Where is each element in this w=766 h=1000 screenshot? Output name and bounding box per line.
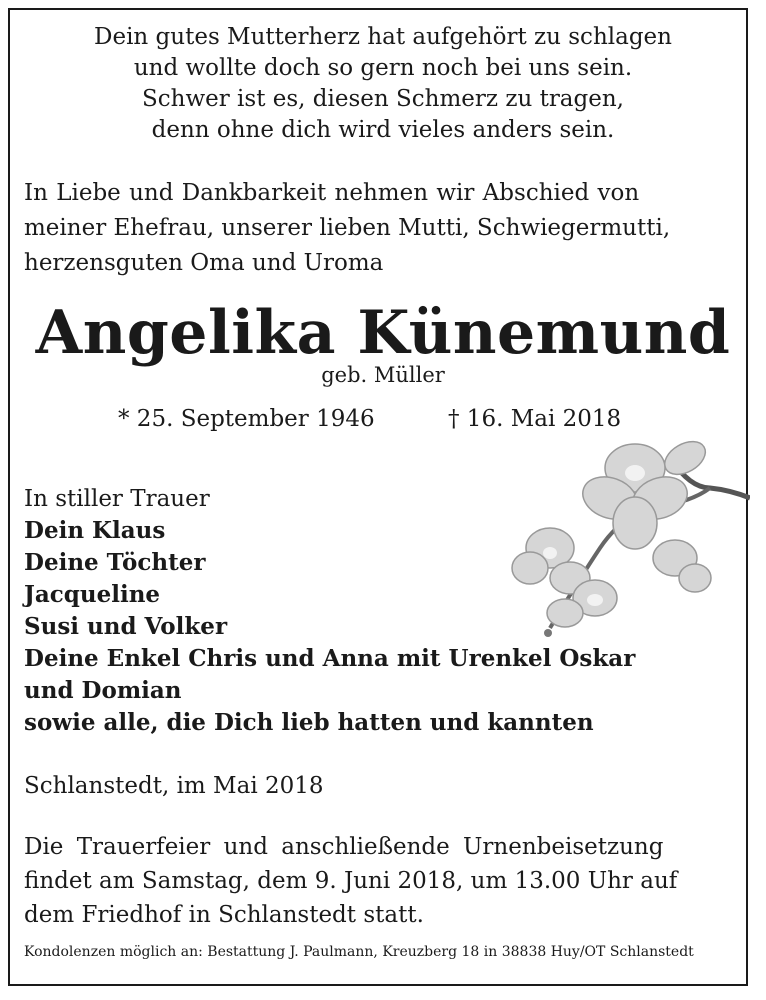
death-date: † 16. Mai 2018 (448, 406, 622, 432)
mourner-entry: Dein Klaus (24, 517, 166, 544)
deceased-name: Angelika Künemund (35, 298, 731, 368)
mourner-entry: Deine Töchter (24, 549, 206, 576)
place-date: Schlanstedt, im Mai 2018 (24, 773, 324, 799)
maiden-name: geb. Müller (321, 363, 445, 387)
intro-text (24, 176, 724, 281)
birth-date: * 25. September 1946 (118, 406, 375, 432)
mourners-heading: In stiller Trauer (24, 486, 210, 512)
poem-line: Dein gutes Mutterherz hat aufgehört zu schlagen (94, 24, 672, 50)
mourner-entry: und Domian (24, 677, 182, 704)
mourner-entry: Jacqueline (24, 581, 161, 608)
intro-line: herzensguten Oma und Uroma (24, 250, 384, 276)
intro-line: meiner Ehefrau, unserer lieben Mutti, Schwiegermutti, (24, 215, 671, 241)
mourner-entry: sowie alle, die Dich lieb hatten und kannten (24, 709, 594, 736)
funeral-line: dem Friedhof in Schlanstedt statt. (24, 902, 424, 928)
funeral-line: findet am Samstag, dem 9. Juni 2018, um 13.00 Uhr auf (24, 868, 678, 894)
poem-line: denn ohne dich wird vieles anders sein. (151, 117, 615, 143)
poem-line: und wollte doch so gern noch bei uns sein. (133, 55, 633, 81)
mourner-entry: Deine Enkel Chris und Anna mit Urenkel Oskar (24, 645, 636, 672)
mourner-entry: Susi und Volker (24, 613, 228, 640)
intro-line: In Liebe und Dankbarkeit nehmen wir Abschied von (24, 180, 640, 206)
mourners-list (24, 483, 635, 739)
condolences-note: Kondolenzen möglich an: Bestattung J. Paulmann, Kreuzberg 18 in 38838 Huy/OT Schlanstedt (24, 944, 694, 960)
poem-line: Schwer ist es, diesen Schmerz zu tragen, (142, 86, 624, 112)
funeral-info (24, 830, 730, 932)
funeral-line: Die Trauerfeier und anschließende Urnenbeisetzung (24, 834, 664, 860)
poem (20, 22, 746, 146)
